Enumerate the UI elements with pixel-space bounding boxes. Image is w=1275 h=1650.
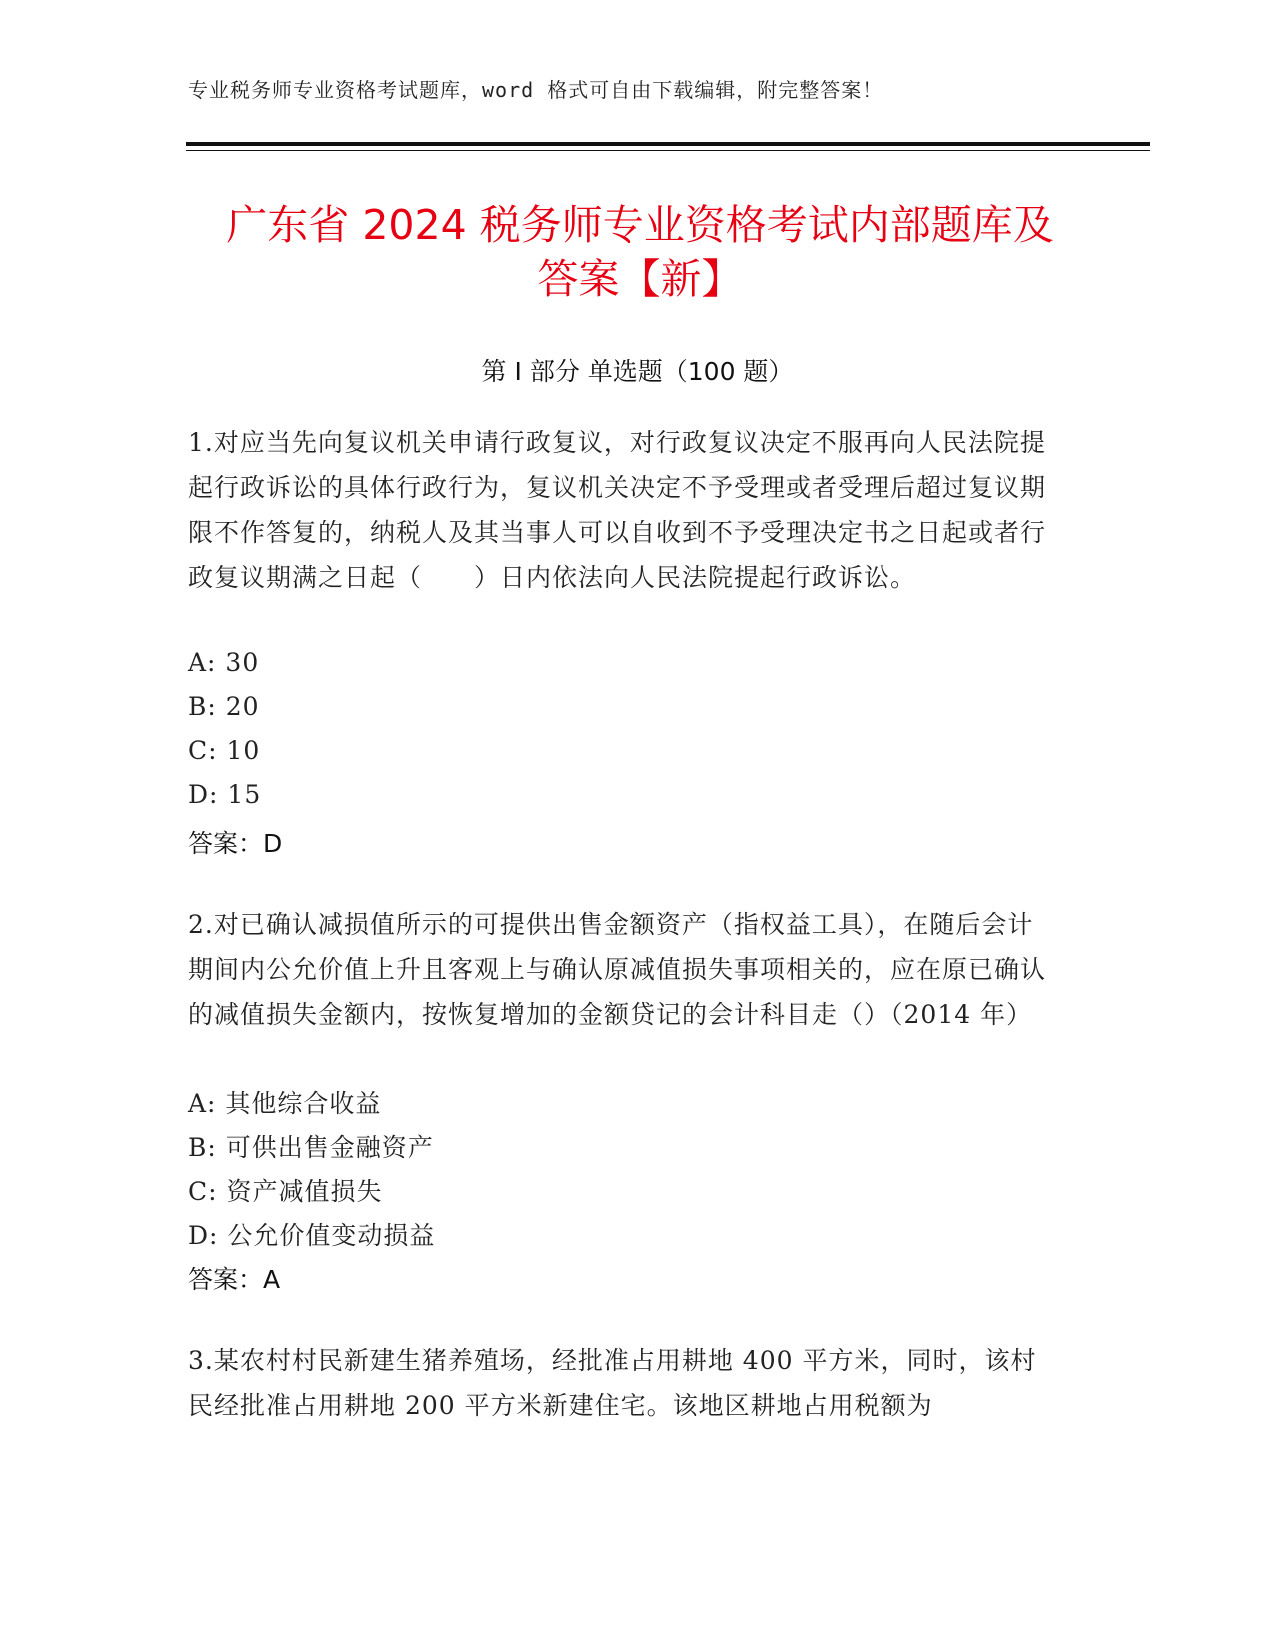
question-2-option-b: B: 可供出售金融资产 xyxy=(188,1133,434,1162)
question-1-answer: 答案：D xyxy=(188,829,283,858)
question-2-option-c: C: 资产减值损失 xyxy=(188,1177,383,1206)
title-line-1: 广东省 2024 税务师专业资格考试内部题库及 xyxy=(226,201,1054,249)
question-2-option-d: D: 公允价值变动损益 xyxy=(188,1221,436,1250)
question-3-text: 3.某农村村民新建生猪养殖场，经批准占用耕地 400 平方米，同时，该村民经批准占用耕地 200 平方米新建住宅。该地区耕地占用税额为 xyxy=(188,1346,1037,1420)
header-rule-thin xyxy=(186,150,1150,151)
document-title xyxy=(160,198,1120,306)
question-1-option-b: B: 20 xyxy=(188,692,260,721)
question-2-option-a: A: 其他综合收益 xyxy=(188,1089,382,1118)
question-1-option-d: D: 15 xyxy=(188,780,262,809)
header-note: 专业税务师专业资格考试题库，word 格式可自由下载编辑，附完整答案！ xyxy=(188,78,884,102)
section-heading: 第 I 部分 单选题（100 题） xyxy=(481,357,794,386)
title-line-2: 答案【新】 xyxy=(537,255,743,303)
question-1-option-c: C: 10 xyxy=(188,736,261,765)
question-1-text: 1.对应当先向复议机关申请行政复议，对行政复议决定不服再向人民法院提起行政诉讼的具体行政行为，复议机关决定不予受理或者受理后超过复议期限不作答复的，纳税人及其当事人可以自收到不予受理决定书之日起或者行政复议期满之日起（ ）日内依法向人民法院提起行政诉讼。 xyxy=(188,428,1047,592)
question-2-text: 2.对已确认减损值所示的可提供出售金额资产（指权益工具），在随后会计期间内公允价值上升且客观上与确认原减值损失事项相关的，应在原已确认的减值损失金额内，按恢复增加的金额贷记的会计科目走（）（2014 年） xyxy=(188,910,1047,1029)
question-2-answer: 答案：A xyxy=(188,1265,281,1294)
question-1-option-a: A: 30 xyxy=(188,648,260,677)
header-rule-thick xyxy=(186,142,1150,146)
